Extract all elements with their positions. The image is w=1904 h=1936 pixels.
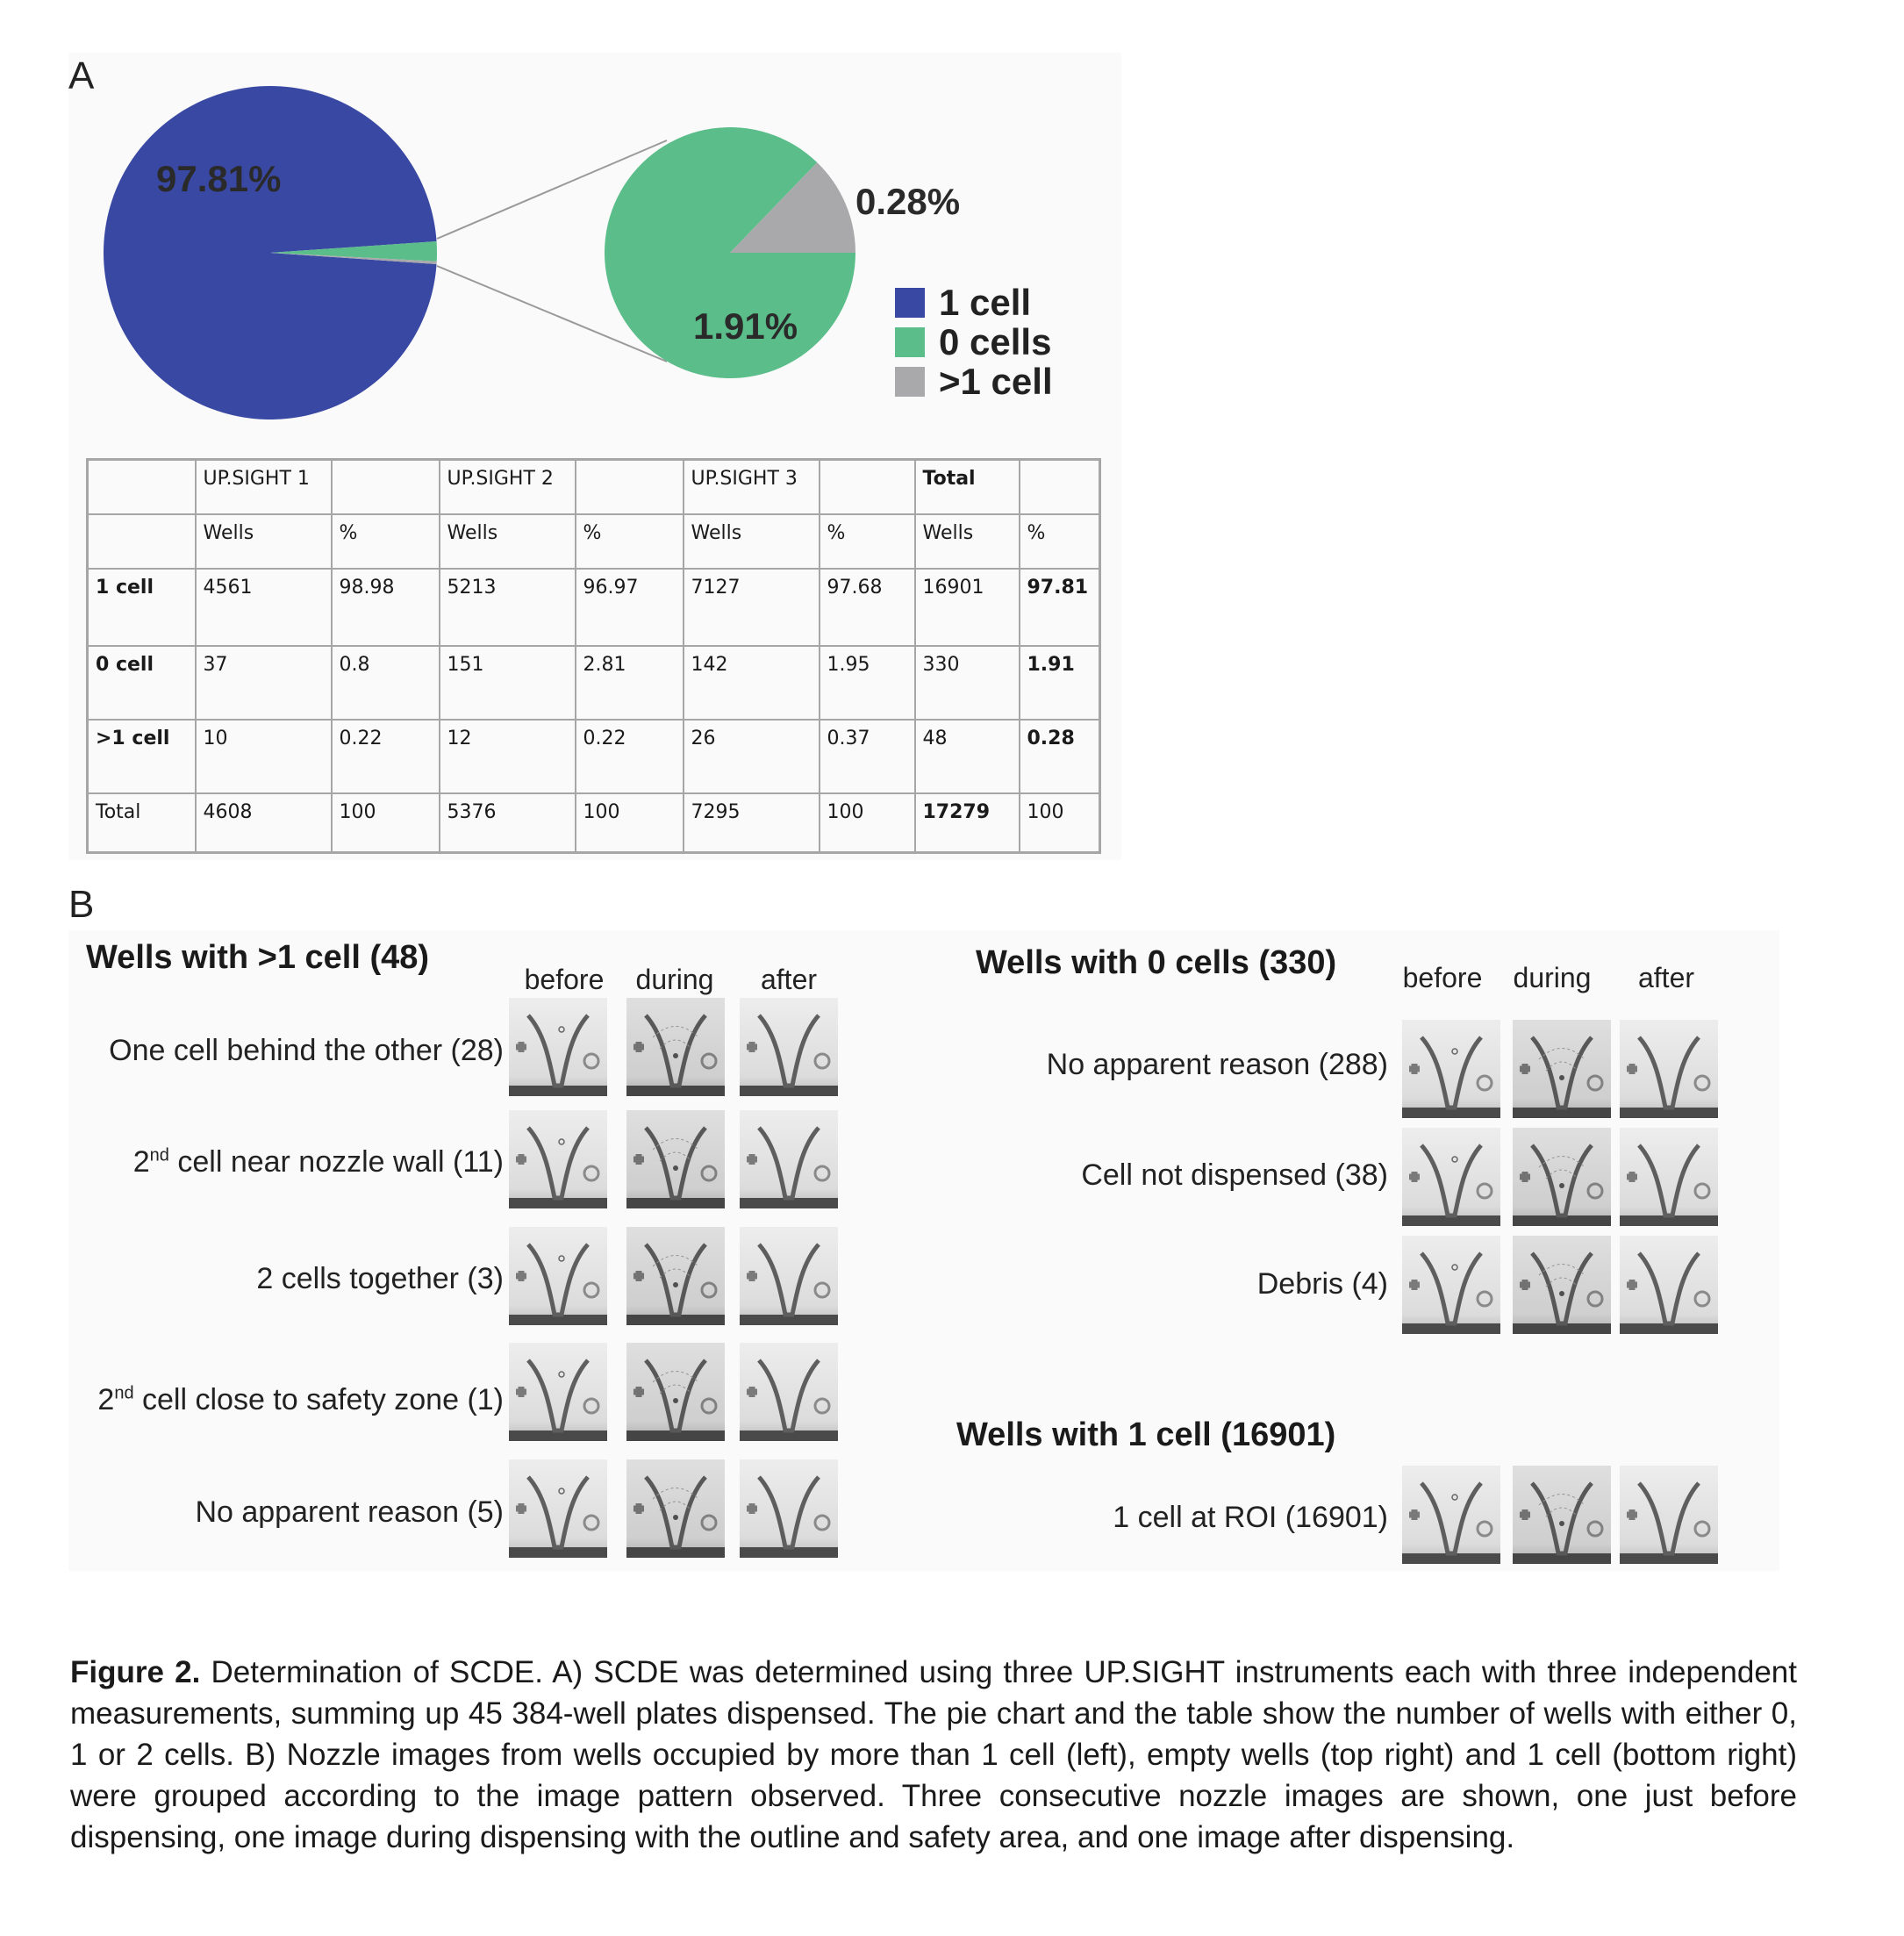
table-cell: 4561 (196, 569, 332, 646)
table-row (88, 793, 1100, 853)
nozzle-image (509, 1227, 607, 1325)
table-cell: >1 cell (88, 720, 196, 793)
legend-label: 0 cells (939, 320, 1052, 362)
table-cell: Total (88, 793, 196, 853)
nozzle-image (509, 998, 607, 1096)
table-cell (576, 460, 684, 514)
legend-swatch-more-cells (895, 367, 925, 397)
pie-legend (895, 283, 1053, 401)
row-label-sup: nd (114, 1383, 134, 1403)
nozzle-image (1513, 1236, 1611, 1334)
nozzle-image (626, 998, 725, 1096)
nozzle-image (1513, 1128, 1611, 1226)
table-cell (1020, 460, 1100, 514)
nozzle-image (1620, 1128, 1718, 1226)
multi-cell-title: Wells with >1 cell (48) (86, 939, 430, 976)
table-cell: 16901 (915, 569, 1020, 646)
table-cell: 37 (196, 646, 332, 720)
table-cell: 10 (196, 720, 332, 793)
panel-a-letter: A (68, 54, 95, 97)
table-cell: Wells (684, 514, 820, 569)
table-cell (820, 460, 915, 514)
nozzle-image (626, 1227, 725, 1325)
col-header-after: after (1637, 962, 1695, 993)
table-cell: 100 (332, 793, 440, 853)
table-cell: 2.81 (576, 646, 684, 720)
table-cell: 0.22 (576, 720, 684, 793)
scde-table (86, 458, 1101, 854)
legend-swatch-one-cell (895, 288, 925, 318)
multi-row-label (133, 1145, 504, 1180)
table-cell: 4608 (196, 793, 332, 853)
nozzle-image (1402, 1236, 1500, 1334)
table-cell: % (1020, 514, 1100, 569)
nozzle-image (740, 1110, 838, 1208)
table-cell: 100 (1020, 793, 1100, 853)
table-cell: 1.95 (820, 646, 915, 720)
col-header-before: before (1402, 962, 1483, 993)
nozzle-image (1513, 1466, 1611, 1564)
nozzle-image (1513, 1020, 1611, 1118)
table-subheader-row (88, 514, 1100, 569)
col-header-before: before (524, 964, 605, 995)
table-cell (88, 514, 196, 569)
nozzle-image (740, 998, 838, 1096)
table-row (88, 646, 1100, 720)
table-cell: 7127 (684, 569, 820, 646)
nozzle-image (740, 1459, 838, 1558)
nozzle-image (740, 1227, 838, 1325)
nozzle-image (626, 1110, 725, 1208)
row-label-rest: cell close to safety zone (1) (133, 1383, 504, 1416)
pie-label-one-cell: 97.81% (156, 158, 282, 199)
zero-cell-title: Wells with 0 cells (330) (976, 944, 1337, 981)
col-header-during: during (1513, 962, 1592, 993)
table-cell: 1 cell (88, 569, 196, 646)
table-cell: 7295 (684, 793, 820, 853)
table-cell: % (332, 514, 440, 569)
table-cell: 0.22 (332, 720, 440, 793)
caption-label: Figure 2. (70, 1655, 201, 1689)
caption-text: Determination of SCDE. A) SCDE was determined using three UP.SIGHT instruments each with three independent measurements, summing up 45 384-well plates dispensed. The pie chart and the table show the number of wells with either 0, 1 or 2 cells. B) Nozzle images from wells occupied by more than 1 cell (left), empty wells (top right) and 1 cell (bottom right) were grouped according to the image pattern observed. Three consecutive nozzle images are shown, one just before dispensing, one image during dispensing with the outline and safety area, and one image after dispensing. (70, 1655, 1797, 1854)
table-cell: 0.37 (820, 720, 915, 793)
table-cell: 1.91 (1020, 646, 1100, 720)
nozzle-image (509, 1110, 607, 1208)
table-cell: 48 (915, 720, 1020, 793)
table-cell (88, 460, 196, 514)
table-cell: 12 (440, 720, 576, 793)
col-header-after: after (760, 964, 818, 995)
nozzle-image (1402, 1128, 1500, 1226)
table-cell: 330 (915, 646, 1020, 720)
table-cell: 142 (684, 646, 820, 720)
legend-swatch-zero-cells (895, 327, 925, 357)
table-cell: UP.SIGHT 3 (684, 460, 820, 514)
table-cell: % (820, 514, 915, 569)
table-cell: 151 (440, 646, 576, 720)
nozzle-image (1402, 1020, 1500, 1118)
table-cell: 96.97 (576, 569, 684, 646)
table-cell: 5213 (440, 569, 576, 646)
table-cell: 98.98 (332, 569, 440, 646)
table-cell: % (576, 514, 684, 569)
zero-row-label: Cell not dispensed (38) (1081, 1158, 1388, 1192)
legend-label: 1 cell (939, 281, 1032, 323)
multi-row-label: One cell behind the other (28) (109, 1034, 504, 1067)
table-cell: 0.28 (1020, 720, 1100, 793)
table-cell: Wells (196, 514, 332, 569)
col-header-during: during (635, 964, 714, 995)
row-label-prefix: 2 (132, 1145, 150, 1179)
row-label-sup: nd (149, 1145, 169, 1165)
nozzle-image (509, 1343, 607, 1441)
multi-row-label: No apparent reason (5) (195, 1495, 504, 1529)
nozzle-image (740, 1343, 838, 1441)
nozzle-image (626, 1459, 725, 1558)
table-row (88, 569, 1100, 646)
legend-item-zero-cells (895, 322, 1053, 362)
zero-row-label: Debris (4) (1256, 1267, 1388, 1301)
nozzle-image (1620, 1236, 1718, 1334)
nozzle-image (626, 1343, 725, 1441)
zero-row-label: No apparent reason (288) (1046, 1048, 1388, 1081)
pie-label-more-cells: 0.28% (855, 181, 961, 222)
legend-item-more-cells (895, 362, 1053, 401)
table-cell: 97.68 (820, 569, 915, 646)
multi-row-label (97, 1383, 504, 1417)
table-cell: 0 cell (88, 646, 196, 720)
pie-label-zero-cells: 1.91% (693, 305, 798, 347)
table-cell (332, 460, 440, 514)
nozzle-image (1402, 1466, 1500, 1564)
table-cell: 100 (820, 793, 915, 853)
table-cell: UP.SIGHT 1 (196, 460, 332, 514)
main-pie (104, 86, 437, 419)
row-label-prefix: 2 (97, 1383, 115, 1416)
table-cell: 100 (576, 793, 684, 853)
table-cell: Total (915, 460, 1020, 514)
table-row (88, 720, 1100, 793)
multi-row-label: 2 cells together (3) (256, 1262, 504, 1295)
one-cell-title: Wells with 1 cell (16901) (956, 1416, 1336, 1453)
table-cell: 26 (684, 720, 820, 793)
table-cell: 17279 (915, 793, 1020, 853)
panel-b-letter: B (68, 883, 95, 926)
table-cell: Wells (915, 514, 1020, 569)
one-row-label: 1 cell at ROI (16901) (1113, 1501, 1388, 1534)
table-cell: UP.SIGHT 2 (440, 460, 576, 514)
nozzle-image (509, 1459, 607, 1558)
figure-caption (70, 1652, 1797, 1858)
legend-item-one-cell (895, 283, 1053, 322)
table-cell: Wells (440, 514, 576, 569)
table-cell: 0.8 (332, 646, 440, 720)
nozzle-image (1620, 1466, 1718, 1564)
table-cell: 5376 (440, 793, 576, 853)
nozzle-image (1620, 1020, 1718, 1118)
legend-label: >1 cell (939, 360, 1053, 402)
row-label-rest: cell near nozzle wall (11) (168, 1145, 504, 1179)
table-cell: 97.81 (1020, 569, 1100, 646)
table-header-row (88, 460, 1100, 514)
